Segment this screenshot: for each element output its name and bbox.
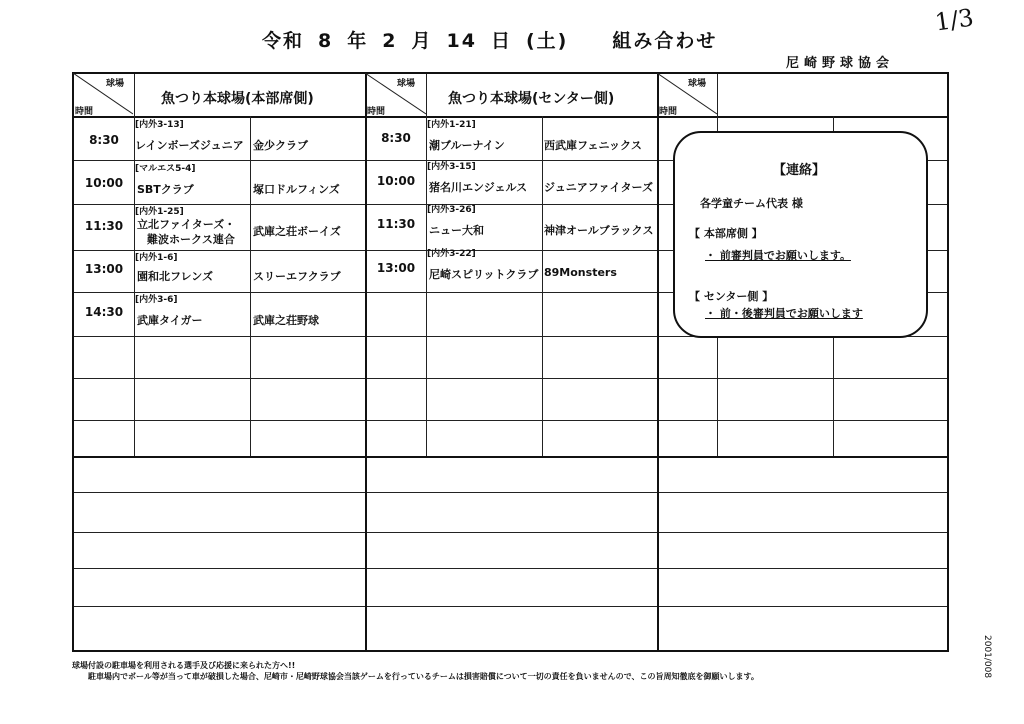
- side-stamp: 2001/008: [982, 635, 992, 679]
- team-name: SBTクラブ: [137, 183, 194, 196]
- team-name: 武庫之荘野球: [253, 314, 319, 327]
- organization-name: 尼崎野球協会: [786, 56, 895, 71]
- page-title: 令和 8 年 2 月 14 日 (土) 組み合わせ: [262, 30, 718, 52]
- field-label: 球場: [397, 79, 416, 89]
- notice-box: [673, 131, 928, 338]
- team-name: 西武庫フェニックス: [544, 139, 642, 152]
- match-tag: [内外1-6]: [135, 253, 178, 263]
- notice-heading: 【連絡】: [773, 163, 826, 178]
- match-tag: [内外3-13]: [135, 120, 184, 130]
- match-tag: [内外3-26]: [427, 205, 476, 215]
- team-name: 武庫之荘ボーイズ: [253, 225, 341, 238]
- team-name: 塚口ドルフィンズ: [253, 183, 340, 196]
- game-time: 10:00: [84, 176, 124, 190]
- match-tag: [内外1-21]: [427, 120, 476, 130]
- team-name: 立北ファイターズ・: [137, 218, 236, 231]
- team-name: スリーエフクラブ: [253, 270, 341, 283]
- team-name: 潮ブルーナイン: [429, 139, 505, 152]
- team-name: 89Monsters: [544, 266, 617, 279]
- game-time: 13:00: [84, 262, 124, 276]
- team-name: 神津オールブラックス: [544, 224, 654, 237]
- notice-section-label: 【 本部席側 】: [689, 227, 763, 240]
- time-label: 時間: [367, 107, 386, 117]
- time-label: 時間: [75, 107, 94, 117]
- team-name: ニュー大和: [429, 224, 484, 237]
- venue1-title: 魚つり本球場(本部席側): [161, 91, 314, 107]
- team-name: 猪名川エンジェルス: [429, 181, 528, 194]
- team-name: 尼崎スピリットクラブ: [429, 268, 539, 281]
- game-time: 8:30: [89, 133, 119, 147]
- notice-line: ・ 前審判員でお願いします。: [705, 249, 851, 262]
- team-name: レインボーズジュニア: [135, 139, 244, 152]
- notice-addressee: 各学童チーム代表 様: [700, 197, 803, 210]
- match-tag: [内外3-22]: [427, 249, 476, 259]
- venue2-title: 魚つり本球場(センター側): [448, 91, 615, 107]
- game-time: 8:30: [381, 131, 411, 145]
- footer-note-heading: 球場付設の駐車場を利用される選手及び応援に来られた方へ!!: [72, 661, 296, 670]
- field-label: 球場: [688, 79, 707, 89]
- notice-line: ・ 前・後審判員でお願いします: [705, 307, 863, 320]
- game-time: 11:30: [376, 217, 416, 231]
- page-mark: 1/3: [933, 3, 976, 37]
- game-time: 13:00: [376, 261, 416, 275]
- notice-section-label: 【 センター側 】: [689, 290, 774, 303]
- game-time: 10:00: [376, 174, 416, 188]
- match-tag: [内外3-15]: [427, 162, 476, 172]
- team-name: 園和北フレンズ: [137, 270, 213, 283]
- game-time: 14:30: [84, 305, 124, 319]
- team-name: 金少クラブ: [253, 139, 308, 152]
- match-tag: [内外1-25]: [135, 207, 184, 217]
- team-name: 難波ホークス連合: [147, 233, 235, 246]
- match-tag: [内外3-6]: [135, 295, 178, 305]
- match-tag: [マルエス5-4]: [135, 164, 196, 174]
- footer-note: 駐車場内でボール等が当って車が破損した場合、尼崎市・尼崎野球協会当該ゲームを行っているチームは損害賠償について一切の責任を負いませんので、この旨周知徹底を御願いします。: [88, 672, 759, 681]
- field-label: 球場: [106, 79, 125, 89]
- team-name: 武庫タイガー: [137, 314, 203, 327]
- team-name: ジュニアファイターズ: [544, 181, 654, 194]
- time-label: 時間: [659, 107, 678, 117]
- game-time: 11:30: [84, 219, 124, 233]
